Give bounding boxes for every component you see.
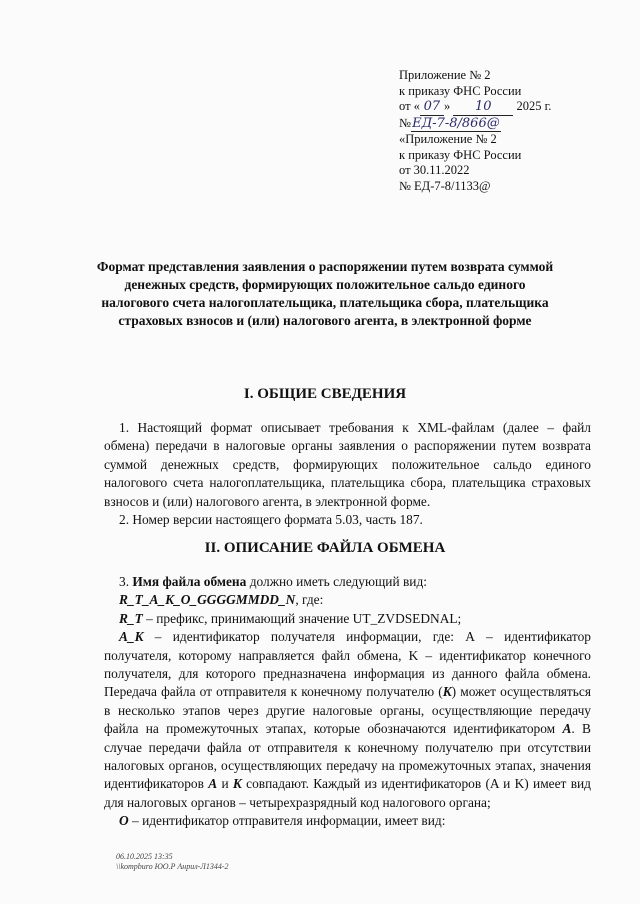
order-number [399, 116, 599, 133]
paragraph-1: 1. Настоящий формат описывает требования к XML-файлам (далее – файл обмена) передачи в налоговые органы заявления о распоряжении путем возврата суммой денежных средств, формирующих положительное сальдо единого налогового счета налогоплательщика, плательщика сбора, плательщика страховых взносов и (или) налогового агента, в электронной форме. [104, 420, 591, 509]
footer-timestamp: 06.10.2025 13:35 [116, 852, 173, 861]
prev-order-date: от 30.11.2022 [399, 163, 470, 177]
date-mid: » [443, 99, 454, 113]
prev-order-ref: к приказу ФНС России [399, 147, 522, 162]
rt-definition [104, 610, 591, 628]
handwritten-number: ЕД-7-8/866@ [412, 115, 500, 131]
order-date [399, 99, 599, 116]
prev-order-number: № ЕД-7-8/1133@ [399, 178, 491, 193]
handwritten-day: 07 [420, 99, 444, 116]
appendix-label: Приложение № 2 [399, 68, 491, 82]
order-ref: к приказу ФНС России [399, 83, 522, 98]
ak-definition [104, 628, 591, 812]
section-2-body [104, 573, 591, 831]
a-ident-2: A [208, 776, 218, 792]
p3-number: 3. [119, 574, 133, 589]
pattern-term: R_T_A_K_O_GGGGMMDD_N [119, 592, 296, 608]
filename-pattern [104, 591, 591, 609]
rt-text: – префикс, принимающий значение UT_ZVDSEDNAL; [142, 610, 462, 626]
handwritten-month: 10 [453, 99, 513, 116]
section-1-body [104, 419, 591, 529]
ak-text-3: . В случае передачи файла от отправителя к конечному получателю при отсутствии налоговых органов, осуществляющих передачу на промежуточных этапах, значения идентификаторов [104, 721, 591, 792]
pattern-rest: , где: [295, 592, 324, 608]
p3-rest: должно иметь следующий вид: [246, 574, 427, 589]
rt-term: R_T [119, 610, 143, 626]
ak-term: A_K [119, 629, 144, 645]
o-term: O [119, 813, 129, 829]
k-ident-1: K [442, 684, 452, 700]
a-ident-1: A [562, 721, 572, 737]
prev-appendix-label: «Приложение № 2 [399, 132, 497, 146]
document-title: Формат представления заявления о распоряжении путем возврата суммой денежных средств, формирующих положительное сальдо единого налогового счета налогоплательщика, плательщика сбора, плательщика страховых взносов и (или) налогового агента, в электронной форме [96, 259, 554, 328]
number-prefix: № [399, 115, 411, 130]
approval-header [399, 68, 599, 194]
k-ident-2: K [232, 776, 242, 792]
date-suffix: 2025 г. [513, 99, 552, 113]
p3-term: Имя файла обмена [132, 574, 247, 589]
ak-text-1: – идентификатор получателя информации, где: А – идентификатор получателя, которому направляется файл обмена, K – идентификатор конечного получателя, для которого предназначена информация из данного файла обмена. Передача файла от отправителя к конечному получателю ( [104, 629, 591, 700]
footer-path: \\kompburo ЮО.Р Анрил-Л1344-2 [116, 862, 229, 871]
ak-text-4: совпадают. Каждый из идентификаторов (A и K) имеет вид для налоговых органов – четырехразрядный код налогового органа; [104, 776, 591, 810]
o-definition [104, 812, 591, 830]
paragraph-2: 2. Номер версии настоящего формата 5.03, часть 187. [119, 512, 423, 528]
date-prefix: от « [399, 99, 420, 113]
ak-and: и [217, 776, 233, 792]
section-2-heading: II. ОПИСАНИЕ ФАЙЛА ОБМЕНА [204, 540, 446, 556]
print-footer [116, 852, 229, 872]
o-text: – идентификатор отправителя информации, имеет вид: [128, 813, 446, 829]
ak-text-2: ) может осуществляться в несколько этапов через другие налоговые органы, осуществляющие передачу файла на промежуточных этапах, которые обозначаются идентификатором [104, 684, 591, 737]
paragraph-3 [104, 573, 591, 591]
section-1-heading: I. ОБЩИЕ СВЕДЕНИЯ [243, 386, 407, 402]
